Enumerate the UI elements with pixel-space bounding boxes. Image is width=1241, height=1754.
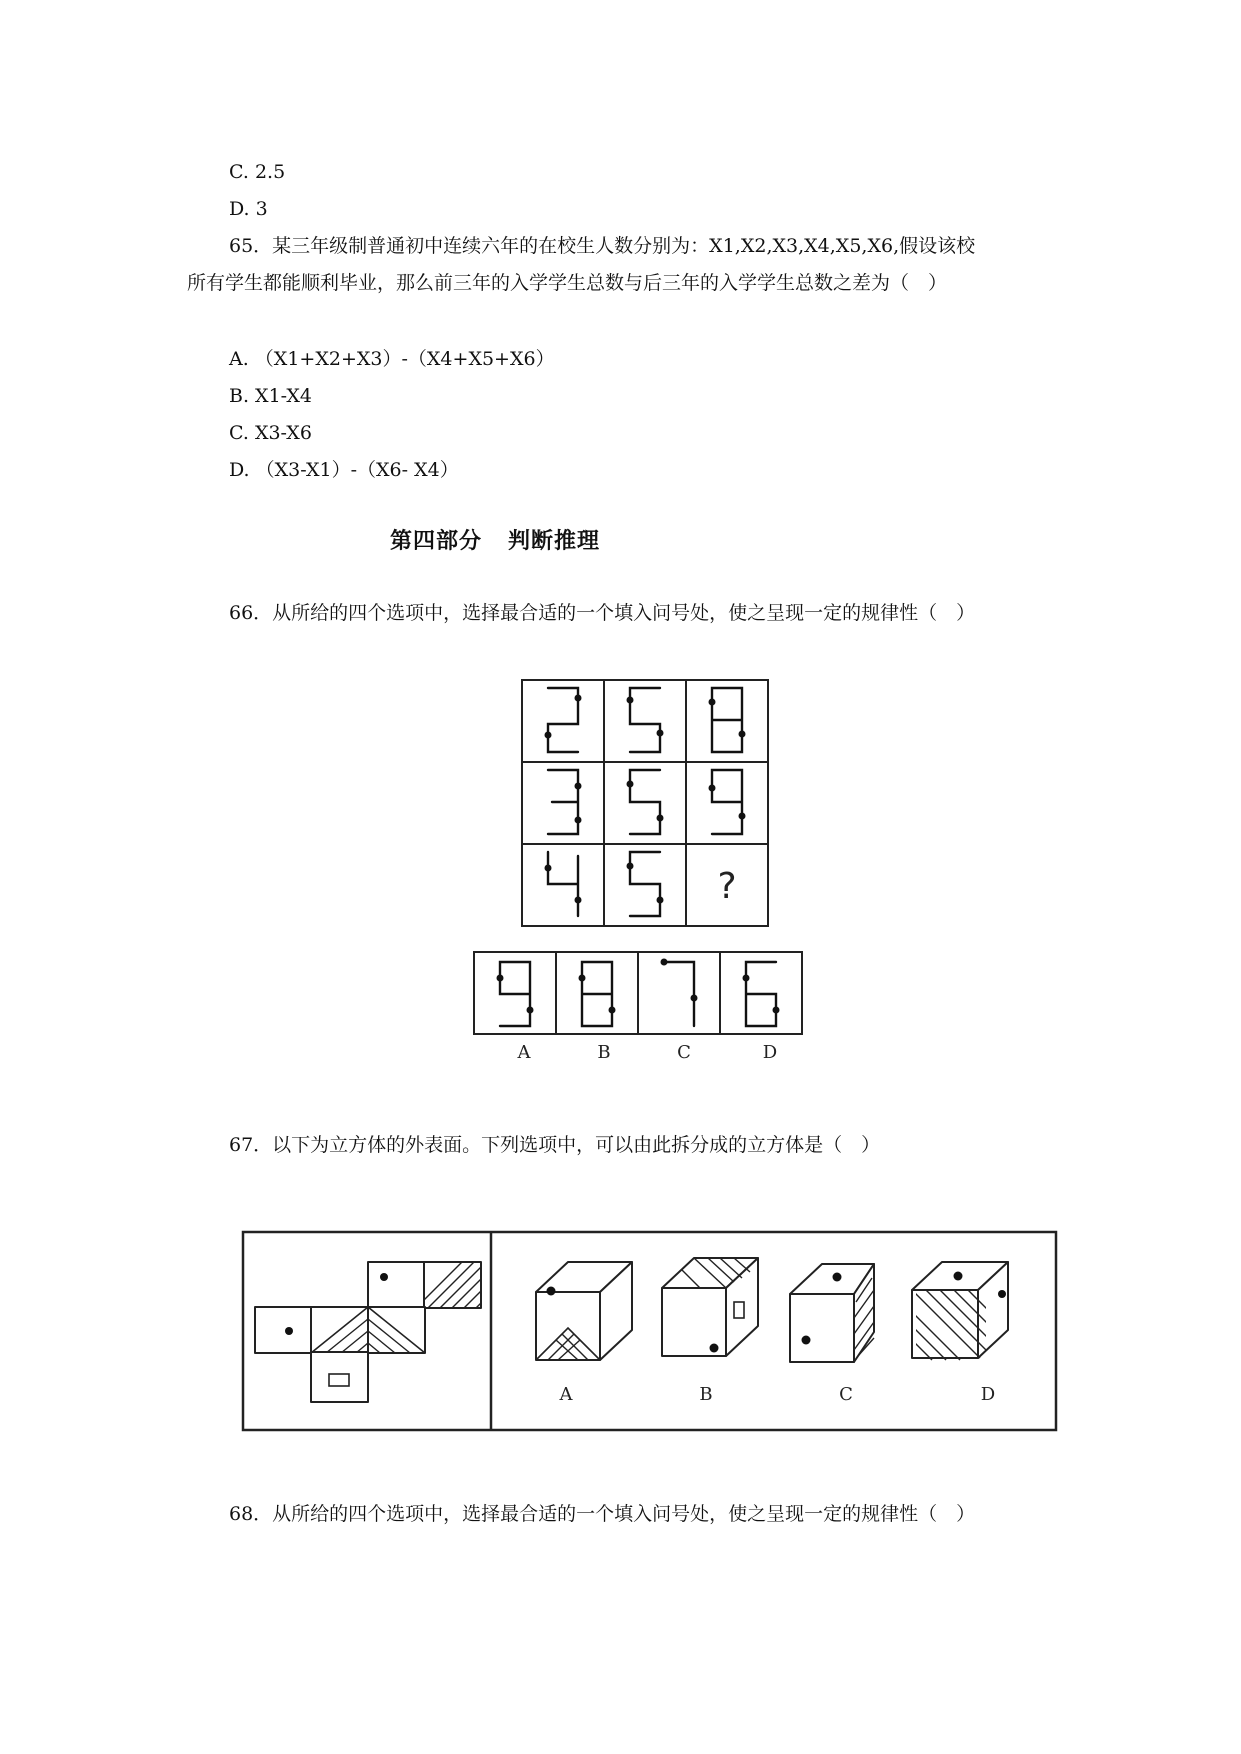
- cube-option-d: [900, 1262, 1008, 1360]
- section-heading: [390, 524, 600, 555]
- digit-3-icon: [548, 770, 582, 834]
- q66-label-d: D: [762, 1042, 778, 1063]
- q65-option-d: D. （X3-X1）-（X6- X4）: [229, 459, 459, 481]
- option-a-digit-9-icon: [497, 962, 534, 1026]
- cube-option-b: [662, 1258, 758, 1356]
- digit-5c-icon: [627, 852, 664, 916]
- section-name: 判断推理: [508, 528, 601, 554]
- q67-label-d: D: [980, 1384, 996, 1405]
- q65-option-a: A. （X1+X2+X3）-（X4+X5+X6）: [229, 348, 555, 370]
- q66-label-a: A: [517, 1042, 531, 1063]
- digit-9-icon: [709, 770, 746, 834]
- q68-text: 68．从所给的四个选项中，选择最合适的一个填入问号处，使之呈现一定的规律性（ ）: [229, 1503, 976, 1525]
- option-b-digit-8-icon: [579, 962, 616, 1026]
- q67-label-a: A: [559, 1384, 573, 1405]
- q66-text: 66．从所给的四个选项中，选择最合适的一个填入问号处，使之呈现一定的规律性（ ）: [229, 602, 976, 624]
- cube-net: [255, 1262, 492, 1402]
- q65-option-b: B. X1-X4: [229, 385, 313, 407]
- q66-options-frame: [474, 952, 802, 1034]
- q67-label-c: C: [839, 1384, 853, 1405]
- digit-8-icon: [709, 688, 746, 752]
- q65-option-c: C. X3-X6: [229, 422, 312, 444]
- option-d-digit-6-icon: [743, 962, 780, 1026]
- cube-option-a: [536, 1262, 632, 1360]
- digit-4-icon: [545, 852, 582, 916]
- digit-5b-icon: [627, 770, 664, 834]
- q66-grid-frame: [522, 680, 768, 926]
- digit-2-icon: [545, 688, 582, 752]
- digit-5-icon: [627, 688, 664, 752]
- q67-text: 67．以下为立方体的外表面。下列选项中，可以由此拆分成的立方体是（ ）: [229, 1134, 881, 1156]
- q65-line2: 所有学生都能顺利毕业，那么前三年的入学学生总数与后三年的入学学生总数之差为（ ）: [187, 272, 948, 294]
- q67-frame: [243, 1232, 1056, 1430]
- option-c-digit-7-icon: [661, 959, 698, 1027]
- option-c-prev: C. 2.5: [229, 161, 286, 183]
- cube-option-c: [790, 1264, 874, 1362]
- q67-label-b: B: [699, 1384, 713, 1405]
- q66-label-c: C: [677, 1042, 691, 1063]
- option-d-prev: D. 3: [229, 198, 268, 220]
- q65-line1: 65．某三年级制普通初中连续六年的在校生人数分别为：X1,X2,X3,X4,X5,X6,假设该校: [229, 235, 976, 257]
- section-part: 第四部分: [390, 528, 483, 554]
- q66-label-b: B: [597, 1042, 611, 1063]
- question-mark: ?: [717, 866, 737, 907]
